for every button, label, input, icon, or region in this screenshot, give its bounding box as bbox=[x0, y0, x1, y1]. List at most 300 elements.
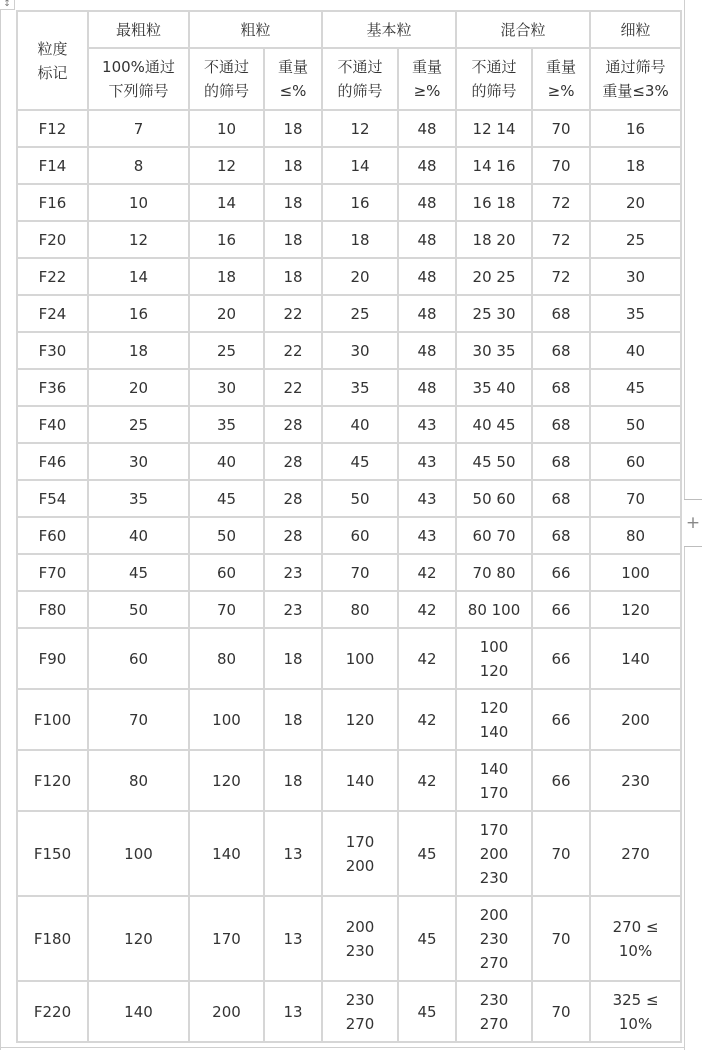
table-cell bbox=[88, 369, 189, 406]
table-row bbox=[17, 258, 681, 295]
table-cell-text: 20 25 bbox=[472, 267, 516, 286]
table-cell-text: 120 bbox=[212, 771, 241, 790]
add-column-icon[interactable]: + bbox=[684, 499, 702, 547]
table-cell-text: 140 bbox=[345, 771, 375, 790]
subcolumn-header bbox=[322, 48, 398, 110]
table-cell bbox=[456, 811, 532, 896]
grade-cell-text: F30 bbox=[38, 341, 67, 360]
table-cell bbox=[322, 517, 398, 554]
table-cell bbox=[322, 147, 398, 184]
table-row bbox=[17, 896, 681, 981]
table-cell bbox=[88, 221, 189, 258]
table-row bbox=[17, 628, 681, 689]
table-cell bbox=[532, 258, 590, 295]
table-cell bbox=[456, 369, 532, 406]
table-cell-text: 48 bbox=[417, 230, 437, 249]
table-row bbox=[17, 981, 681, 1042]
table-cell bbox=[532, 110, 590, 147]
table-cell bbox=[322, 750, 398, 811]
table-cell-text: 13 bbox=[283, 929, 303, 948]
table-cell-text: 20 bbox=[128, 378, 149, 397]
table-row bbox=[17, 811, 681, 896]
table-cell-text: 40 bbox=[350, 415, 370, 434]
table-cell-text: 68 bbox=[551, 304, 571, 323]
table-cell bbox=[532, 554, 590, 591]
subcolumn-header-text: 重量 ≤% bbox=[278, 58, 309, 100]
table-cell bbox=[88, 811, 189, 896]
table-cell-text: 18 bbox=[283, 649, 303, 668]
table-cell bbox=[398, 517, 456, 554]
table-cell bbox=[88, 896, 189, 981]
table-cell bbox=[264, 221, 322, 258]
table-cell-text: 25 bbox=[128, 415, 149, 434]
table-cell-text: 140 170 bbox=[479, 759, 509, 802]
table-cell bbox=[398, 221, 456, 258]
grade-cell bbox=[17, 480, 88, 517]
table-cell bbox=[189, 480, 264, 517]
subcolumn-header bbox=[532, 48, 590, 110]
table-cell-text: 68 bbox=[551, 378, 571, 397]
table-row bbox=[17, 147, 681, 184]
table-cell bbox=[264, 332, 322, 369]
subcolumn-header-text: 重量 ≥% bbox=[546, 58, 577, 100]
grade-cell bbox=[17, 110, 88, 147]
table-cell-text: 18 20 bbox=[472, 230, 516, 249]
table-cell-text: 70 bbox=[128, 710, 149, 729]
subcolumn-header-text: 不通过 的筛号 bbox=[471, 58, 517, 100]
table-cell-text: 200 230 bbox=[345, 917, 375, 960]
table-cell-text: 100 bbox=[345, 649, 375, 668]
grade-cell-text: F20 bbox=[38, 230, 67, 249]
table-cell-text: 35 bbox=[216, 415, 237, 434]
table-cell bbox=[590, 689, 681, 750]
table-cell bbox=[456, 332, 532, 369]
table-cell bbox=[189, 369, 264, 406]
table-cell-text: 43 bbox=[417, 452, 437, 471]
table-cell bbox=[398, 628, 456, 689]
table-cell-text: 72 bbox=[551, 193, 571, 212]
table-cell bbox=[456, 689, 532, 750]
table-cell bbox=[456, 981, 532, 1042]
table-cell bbox=[590, 981, 681, 1042]
table-cell bbox=[189, 295, 264, 332]
table-cell bbox=[264, 110, 322, 147]
table-cell-text: 230 bbox=[621, 771, 650, 790]
table-cell bbox=[189, 443, 264, 480]
table-cell bbox=[532, 184, 590, 221]
table-cell-text: 18 bbox=[283, 156, 303, 175]
table-cell-text: 45 bbox=[128, 563, 149, 582]
subcolumn-header bbox=[590, 48, 681, 110]
table-cell bbox=[590, 110, 681, 147]
grade-cell-text: F150 bbox=[33, 844, 72, 863]
table-cell-text: 120 bbox=[345, 710, 375, 729]
table-row bbox=[17, 110, 681, 147]
grade-cell bbox=[17, 591, 88, 628]
table-cell bbox=[398, 591, 456, 628]
table-cell bbox=[264, 258, 322, 295]
table-cell-text: 42 bbox=[417, 710, 437, 729]
table-cell bbox=[264, 406, 322, 443]
table-cell-text: 30 bbox=[128, 452, 149, 471]
grade-cell bbox=[17, 406, 88, 443]
table-cell-text: 16 bbox=[216, 230, 237, 249]
table-cell bbox=[456, 258, 532, 295]
table-cell bbox=[264, 480, 322, 517]
table-row bbox=[17, 369, 681, 406]
table-cell-text: 50 bbox=[216, 526, 237, 545]
table-cell bbox=[322, 896, 398, 981]
table-cell-text: 48 bbox=[417, 304, 437, 323]
table-cell bbox=[456, 184, 532, 221]
table-cell-text: 20 bbox=[350, 267, 370, 286]
table-cell bbox=[456, 406, 532, 443]
table-cell bbox=[590, 443, 681, 480]
table-cell-text: 7 bbox=[133, 119, 144, 138]
table-cell bbox=[88, 554, 189, 591]
table-cell bbox=[398, 554, 456, 591]
table-cell bbox=[264, 147, 322, 184]
table-cell-text: 43 bbox=[417, 415, 437, 434]
table-cell bbox=[456, 480, 532, 517]
grade-cell bbox=[17, 554, 88, 591]
table-cell bbox=[398, 147, 456, 184]
table-cell-text: 270 bbox=[621, 844, 650, 863]
table-cell bbox=[532, 689, 590, 750]
table-cell-text: 20 bbox=[626, 193, 646, 212]
table-cell bbox=[322, 110, 398, 147]
table-cell-text: 230 270 bbox=[345, 990, 375, 1033]
table-cell bbox=[532, 295, 590, 332]
table-cell-text: 16 bbox=[128, 304, 149, 323]
grade-cell bbox=[17, 258, 88, 295]
table-cell bbox=[398, 896, 456, 981]
table-cell-text: 25 bbox=[626, 230, 646, 249]
table-cell-text: 120 140 bbox=[479, 698, 509, 741]
group-header bbox=[322, 11, 456, 48]
table-cell-text: 48 bbox=[417, 156, 437, 175]
page-bottom-edge bbox=[0, 1047, 684, 1048]
table-cell bbox=[590, 517, 681, 554]
table-cell bbox=[189, 981, 264, 1042]
table-row bbox=[17, 689, 681, 750]
table-cell-text: 72 bbox=[551, 230, 571, 249]
table-cell bbox=[398, 689, 456, 750]
table-cell bbox=[398, 981, 456, 1042]
grade-cell bbox=[17, 750, 88, 811]
table-cell bbox=[322, 689, 398, 750]
table-cell-text: 16 bbox=[626, 119, 646, 138]
table-row bbox=[17, 295, 681, 332]
grade-cell bbox=[17, 443, 88, 480]
table-cell-text: 25 30 bbox=[472, 304, 516, 323]
table-cell-text: 120 bbox=[621, 600, 650, 619]
table-cell-text: 35 bbox=[350, 378, 370, 397]
table-cell-text: 20 bbox=[216, 304, 237, 323]
table-cell-text: 12 bbox=[350, 119, 370, 138]
table-cell bbox=[590, 811, 681, 896]
group-header bbox=[590, 11, 681, 48]
table-cell-text: 120 bbox=[124, 929, 153, 948]
table-cell bbox=[189, 750, 264, 811]
table-cell-text: 325 ≤ 10% bbox=[612, 990, 659, 1033]
table-cell bbox=[532, 332, 590, 369]
table-cell bbox=[590, 480, 681, 517]
table-cell bbox=[398, 110, 456, 147]
table-cell-text: 60 70 bbox=[472, 526, 516, 545]
table-row bbox=[17, 480, 681, 517]
table-cell-text: 10 bbox=[128, 193, 149, 212]
group-header-text: 混合粒 bbox=[500, 20, 546, 39]
subcolumn-header bbox=[189, 48, 264, 110]
table-cell bbox=[398, 750, 456, 811]
table-cell-text: 40 bbox=[626, 341, 646, 360]
table-cell-text: 100 bbox=[212, 710, 241, 729]
grade-cell-text: F90 bbox=[38, 649, 67, 668]
subcolumn-header-text: 通过筛号 重量≤3% bbox=[602, 58, 669, 100]
table-cell-text: 30 35 bbox=[472, 341, 516, 360]
table-cell bbox=[590, 750, 681, 811]
table-cell-text: 16 bbox=[350, 193, 370, 212]
grade-cell-text: F54 bbox=[38, 489, 67, 508]
table-cell-text: 43 bbox=[417, 489, 437, 508]
table-move-handle-icon[interactable]: ↕ bbox=[0, 0, 15, 10]
grade-cell-text: F16 bbox=[38, 193, 67, 212]
grade-cell-text: F80 bbox=[38, 600, 67, 619]
table-cell bbox=[456, 628, 532, 689]
table-cell-text: 60 bbox=[128, 649, 149, 668]
table-cell bbox=[88, 981, 189, 1042]
table-cell bbox=[189, 184, 264, 221]
table-cell-text: 28 bbox=[283, 489, 303, 508]
table-cell-text: 48 bbox=[417, 341, 437, 360]
table-cell-text: 13 bbox=[283, 844, 303, 863]
header-row-subcolumns bbox=[17, 48, 681, 110]
table-cell-text: 45 bbox=[626, 378, 646, 397]
table-cell-text: 45 bbox=[350, 452, 370, 471]
table-cell-text: 50 bbox=[626, 415, 646, 434]
table-body bbox=[17, 11, 681, 1042]
table-cell bbox=[88, 689, 189, 750]
table-cell bbox=[322, 811, 398, 896]
group-header-text: 粗粒 bbox=[240, 20, 271, 39]
table-cell-text: 80 bbox=[626, 526, 646, 545]
table-cell-text: 50 bbox=[350, 489, 370, 508]
table-cell-text: 66 bbox=[551, 563, 571, 582]
grade-cell-text: F60 bbox=[38, 526, 67, 545]
table-cell bbox=[532, 591, 590, 628]
table-cell-text: 140 bbox=[212, 844, 241, 863]
table-cell-text: 18 bbox=[350, 230, 370, 249]
table-cell bbox=[532, 811, 590, 896]
grade-cell bbox=[17, 896, 88, 981]
table-cell-text: 18 bbox=[283, 119, 303, 138]
table-cell-text: 70 bbox=[551, 1002, 571, 1021]
table-cell-text: 80 bbox=[216, 649, 237, 668]
table-cell-text: 48 bbox=[417, 193, 437, 212]
table-cell bbox=[189, 332, 264, 369]
table-cell bbox=[398, 295, 456, 332]
header-row-groups bbox=[17, 11, 681, 48]
table-cell bbox=[189, 517, 264, 554]
table-cell bbox=[590, 369, 681, 406]
table-cell-text: 18 bbox=[283, 267, 303, 286]
grade-cell-text: F40 bbox=[38, 415, 67, 434]
table-cell-text: 18 bbox=[128, 341, 149, 360]
table-cell-text: 66 bbox=[551, 600, 571, 619]
table-cell bbox=[264, 750, 322, 811]
table-row bbox=[17, 221, 681, 258]
table-cell-text: 60 bbox=[216, 563, 237, 582]
table-cell bbox=[456, 295, 532, 332]
grade-cell-text: F24 bbox=[38, 304, 67, 323]
table-cell-text: 68 bbox=[551, 415, 571, 434]
table-cell-text: 200 bbox=[621, 710, 650, 729]
subcolumn-header bbox=[398, 48, 456, 110]
table-cell bbox=[532, 517, 590, 554]
table-cell-text: 48 bbox=[417, 119, 437, 138]
table-cell bbox=[532, 221, 590, 258]
table-cell bbox=[590, 332, 681, 369]
grade-cell bbox=[17, 689, 88, 750]
grade-cell-text: F100 bbox=[33, 710, 72, 729]
table-cell-text: 16 18 bbox=[472, 193, 516, 212]
table-cell bbox=[532, 628, 590, 689]
table-cell bbox=[189, 811, 264, 896]
table-cell-text: 70 bbox=[551, 929, 571, 948]
table-cell bbox=[590, 896, 681, 981]
grade-column-header-text: 粒度 标记 bbox=[37, 39, 68, 82]
table-row bbox=[17, 750, 681, 811]
table-cell-text: 23 bbox=[283, 563, 303, 582]
table-cell bbox=[398, 332, 456, 369]
table-cell-text: 30 bbox=[626, 267, 646, 286]
table-cell-text: 35 40 bbox=[472, 378, 516, 397]
table-cell bbox=[398, 443, 456, 480]
table-cell-text: 18 bbox=[283, 230, 303, 249]
grade-cell bbox=[17, 369, 88, 406]
grade-cell-text: F36 bbox=[38, 378, 67, 397]
table-row bbox=[17, 184, 681, 221]
grade-cell-text: F46 bbox=[38, 452, 67, 471]
grade-cell bbox=[17, 517, 88, 554]
table-cell-text: 45 bbox=[417, 844, 437, 863]
table-cell-text: 50 60 bbox=[472, 489, 516, 508]
table-cell bbox=[456, 554, 532, 591]
grade-cell-text: F22 bbox=[38, 267, 67, 286]
table-cell bbox=[456, 517, 532, 554]
table-cell-text: 170 bbox=[212, 929, 241, 948]
table-cell-text: 28 bbox=[283, 415, 303, 434]
table-cell-text: 170 200 230 bbox=[479, 820, 509, 887]
table-cell-text: 45 bbox=[417, 929, 437, 948]
table-cell bbox=[398, 258, 456, 295]
table-cell bbox=[590, 591, 681, 628]
table-cell bbox=[88, 332, 189, 369]
table-cell-text: 66 bbox=[551, 649, 571, 668]
table-cell-text: 30 bbox=[216, 378, 237, 397]
table-cell bbox=[264, 811, 322, 896]
table-cell-text: 42 bbox=[417, 771, 437, 790]
table-cell bbox=[322, 332, 398, 369]
table-cell bbox=[264, 554, 322, 591]
table-cell bbox=[398, 480, 456, 517]
table-cell bbox=[590, 184, 681, 221]
table-cell bbox=[88, 258, 189, 295]
table-cell bbox=[322, 221, 398, 258]
table-cell-text: 80 100 bbox=[467, 600, 521, 619]
table-cell-text: 35 bbox=[626, 304, 646, 323]
table-cell bbox=[189, 554, 264, 591]
table-cell-text: 22 bbox=[283, 378, 303, 397]
grade-cell bbox=[17, 295, 88, 332]
grade-cell bbox=[17, 811, 88, 896]
subcolumn-header-text: 重量 ≥% bbox=[412, 58, 443, 100]
table-cell-text: 18 bbox=[216, 267, 237, 286]
table-cell bbox=[322, 981, 398, 1042]
table-cell bbox=[88, 147, 189, 184]
table-cell-text: 100 bbox=[621, 563, 650, 582]
grade-cell bbox=[17, 147, 88, 184]
table-cell-text: 45 bbox=[216, 489, 237, 508]
table-cell bbox=[264, 184, 322, 221]
table-cell bbox=[532, 406, 590, 443]
table-row bbox=[17, 332, 681, 369]
table-cell bbox=[322, 628, 398, 689]
table-cell-text: 200 230 270 bbox=[479, 905, 509, 972]
table-cell bbox=[456, 591, 532, 628]
table-cell bbox=[532, 896, 590, 981]
group-header-text: 基本粒 bbox=[366, 20, 412, 39]
table-cell-text: 70 bbox=[551, 844, 571, 863]
table-cell-text: 25 bbox=[350, 304, 370, 323]
table-cell-text: 170 200 bbox=[345, 832, 375, 875]
table-cell bbox=[322, 591, 398, 628]
table-cell bbox=[189, 221, 264, 258]
table-cell-text: 70 bbox=[551, 156, 571, 175]
table-cell-text: 40 45 bbox=[472, 415, 516, 434]
grade-cell bbox=[17, 184, 88, 221]
table-cell-text: 18 bbox=[626, 156, 646, 175]
table-cell-text: 23 bbox=[283, 600, 303, 619]
table-cell bbox=[88, 517, 189, 554]
grade-cell-text: F12 bbox=[38, 119, 67, 138]
table-cell-text: 68 bbox=[551, 526, 571, 545]
table-cell-text: 68 bbox=[551, 341, 571, 360]
table-cell-text: 12 14 bbox=[472, 119, 516, 138]
table-cell bbox=[88, 750, 189, 811]
table-cell-text: 22 bbox=[283, 304, 303, 323]
table-cell-text: 14 bbox=[350, 156, 370, 175]
table-cell bbox=[264, 628, 322, 689]
table-cell-text: 45 50 bbox=[472, 452, 516, 471]
grade-cell-text: F180 bbox=[33, 929, 72, 948]
table-cell bbox=[88, 591, 189, 628]
table-cell bbox=[590, 554, 681, 591]
table-cell bbox=[88, 628, 189, 689]
table-cell bbox=[189, 689, 264, 750]
table-cell-text: 25 bbox=[216, 341, 237, 360]
table-cell bbox=[264, 369, 322, 406]
table-cell-text: 68 bbox=[551, 452, 571, 471]
table-cell bbox=[398, 369, 456, 406]
table-cell bbox=[456, 750, 532, 811]
table-cell bbox=[264, 981, 322, 1042]
table-cell bbox=[88, 110, 189, 147]
grade-cell-text: F70 bbox=[38, 563, 67, 582]
table-cell bbox=[322, 184, 398, 221]
table-cell bbox=[590, 221, 681, 258]
